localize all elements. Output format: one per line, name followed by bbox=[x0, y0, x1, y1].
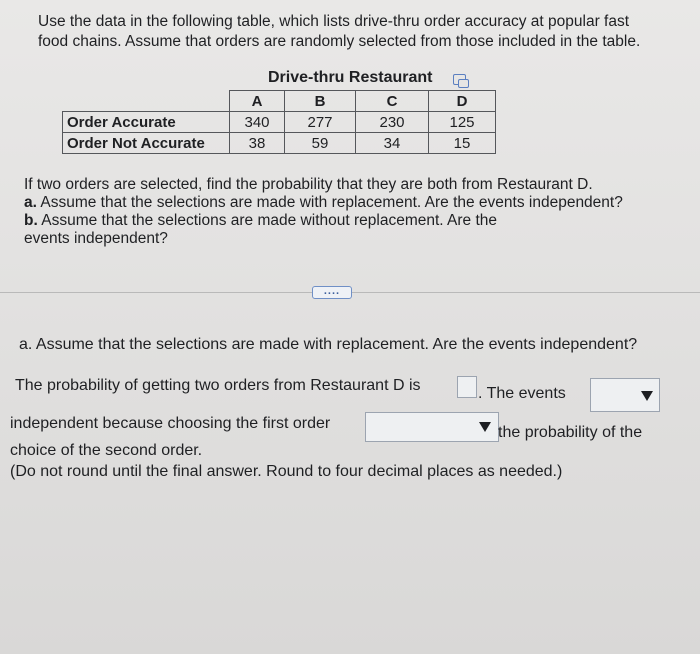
table-cell: 277 bbox=[285, 112, 356, 133]
column-header-d: D bbox=[429, 91, 496, 112]
row-label-order-accurate: Order Accurate bbox=[63, 112, 230, 133]
order-accuracy-table bbox=[62, 90, 496, 154]
question-part-a bbox=[24, 194, 694, 212]
row-label-order-not-accurate: Order Not Accurate bbox=[63, 133, 230, 154]
question-part-b-continued: events independent? bbox=[24, 230, 168, 247]
intro-line-1: Use the data in the following table, which lists drive-thru order accuracy at popular fast bbox=[38, 13, 630, 30]
table-title: Drive-thru Restaurant bbox=[268, 69, 433, 86]
answer-line-2-text: independent because choosing the first order bbox=[10, 415, 331, 432]
question-text bbox=[24, 176, 694, 248]
intro-line-2: food chains. Assume that orders are randomly selected from those included in the table. bbox=[38, 33, 641, 50]
answer-line-1-text: The probability of getting two orders from Restaurant D is bbox=[15, 377, 421, 394]
table-cell: 59 bbox=[285, 133, 356, 154]
chevron-down-icon bbox=[479, 422, 491, 432]
copy-table-icon[interactable] bbox=[453, 74, 466, 85]
answer-line-1-suffix: . The events bbox=[478, 385, 566, 402]
table-row bbox=[63, 112, 496, 133]
table-cell: 38 bbox=[230, 133, 285, 154]
rounding-note: (Do not round until the final answer. Round to four decimal places as needed.) bbox=[10, 463, 563, 480]
chevron-down-icon bbox=[641, 391, 653, 401]
first-order-effect-dropdown[interactable] bbox=[365, 412, 499, 442]
probability-input[interactable] bbox=[457, 376, 477, 398]
table-cell: 125 bbox=[429, 112, 496, 133]
table-cell: 230 bbox=[356, 112, 429, 133]
table-header-row bbox=[63, 91, 496, 112]
table-corner-cell bbox=[63, 91, 230, 112]
column-header-c: C bbox=[356, 91, 429, 112]
column-header-a: A bbox=[230, 91, 285, 112]
events-independence-dropdown[interactable] bbox=[590, 378, 660, 412]
table-cell: 340 bbox=[230, 112, 285, 133]
table-cell: 34 bbox=[356, 133, 429, 154]
question-stem: If two orders are selected, find the probability that they are both from Restaurant D. bbox=[24, 176, 593, 193]
part-b-letter: b. bbox=[24, 212, 38, 229]
table-cell: 15 bbox=[429, 133, 496, 154]
question-part-b bbox=[24, 212, 694, 230]
table-row bbox=[63, 133, 496, 154]
part-a-letter: a. bbox=[24, 194, 37, 211]
answer-heading: a. Assume that the selections are made with replacement. Are the events independent? bbox=[19, 336, 638, 353]
part-a-text: Assume that the selections are made with replacement. Are the events independent? bbox=[36, 194, 623, 211]
answer-line-2-suffix: the probability of the bbox=[498, 424, 643, 441]
part-b-text: Assume that the selections are made without replacement. Are the bbox=[37, 212, 498, 229]
answer-line-3: choice of the second order. bbox=[10, 442, 203, 459]
column-header-b: B bbox=[285, 91, 356, 112]
problem-intro bbox=[38, 12, 688, 52]
expand-more-button[interactable]: .... bbox=[312, 286, 352, 299]
